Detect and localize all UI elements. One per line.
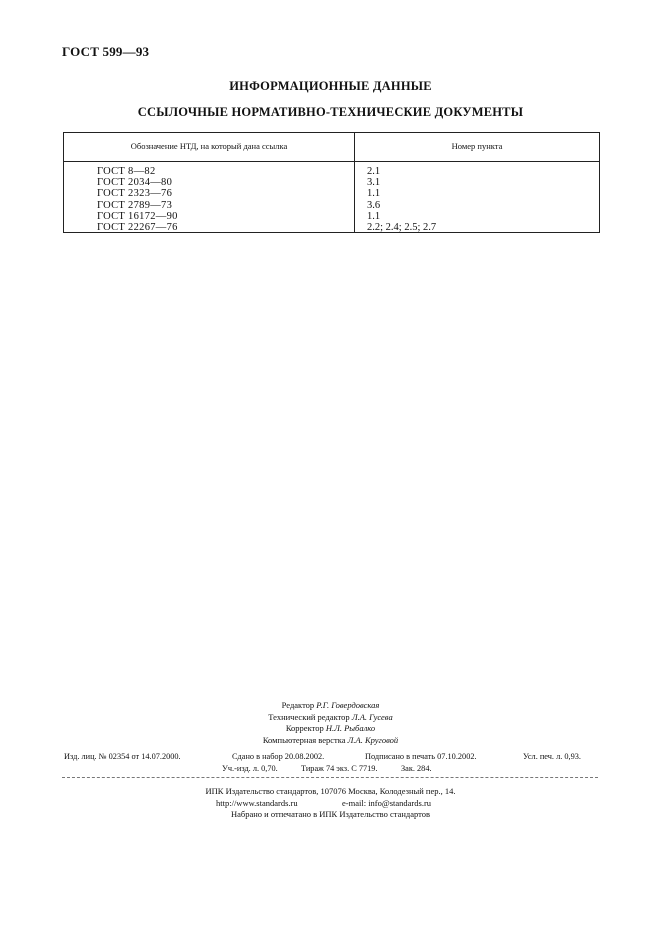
signed-date: Подписано в печать 07.10.2002. [365,752,477,761]
editor-line [0,700,661,712]
publisher-sheets: Уч.-изд. л. 0,70. [222,764,278,773]
column-header-ntd: Обозначение НТД, на который дана ссылка [130,141,288,151]
clause-number: 1.1 [367,188,381,200]
table-body [64,166,599,233]
clause-number: 1.1 [367,210,381,222]
clause-number: 2.2; 2.4; 2.5; 2.7 [367,221,437,233]
layout-line [0,735,661,747]
tech-editor-name: Л.А. Гусева [351,711,393,722]
publisher-address: ИПК Издательство стандартов, 107076 Москва, Колодезный пер., 14. [205,786,456,796]
separator-line [62,777,598,778]
references-table [63,132,600,233]
table-row [64,188,599,199]
layout-label: Компьютерная верстка [262,734,346,745]
section-title: ИНФОРМАЦИОННЫЕ ДАННЫЕ [229,79,432,93]
table-row [64,166,599,177]
editor-label: Редактор [281,700,315,710]
tech-editor-line [0,712,661,724]
corrector-line [0,723,661,735]
publisher-contacts [0,798,661,810]
editor-name: Р.Г. Говердовская [316,700,380,710]
column-header-clause: Номер пункта [451,141,503,151]
ntd-designation: ГОСТ 2789—73 [97,199,173,211]
publisher-email: e-mail: info@standards.ru [342,797,432,808]
ntd-designation: ГОСТ 22267—76 [97,221,178,233]
tech-editor-label: Технический редактор [268,711,350,722]
license-info: Изд. лиц. № 02354 от 14.07.2000. [64,752,181,761]
table-row [64,200,599,211]
ntd-designation: ГОСТ 2034—80 [97,177,173,189]
ntd-designation: ГОСТ 2323—76 [97,188,173,200]
table-row [64,222,599,233]
clause-number: 2.1 [367,166,381,177]
corrector-label: Корректор [285,723,324,733]
submitted-date: Сдано в набор 20.08.2002. [232,752,325,761]
table-row [64,211,599,222]
section-subtitle: ССЫЛОЧНЫЕ НОРМАТИВНО-ТЕХНИЧЕСКИЕ ДОКУМЕНТЫ [137,105,524,119]
layout-name: Л.А. Круговой [347,734,399,745]
table-row [64,177,599,188]
order-number: Зак. 284. [401,764,432,773]
printing-note: Набрано и отпечатано в ИПК Издательство стандартов [230,809,431,819]
publisher-block [0,786,661,821]
publisher-website: http://www.standards.ru [216,797,298,808]
clause-number: 3.6 [367,199,381,211]
circulation-info: Тираж 74 экз. С 7719. [301,764,378,773]
print-sheets: Усл. печ. л. 0,93. [523,752,581,761]
header-divider [64,161,599,162]
ntd-designation: ГОСТ 8—82 [97,166,156,177]
corrector-name: Н.Л. Рыбалко [325,723,376,733]
document-code: ГОСТ 599—93 [62,44,150,59]
credits-block [0,700,661,746]
clause-number: 3.1 [367,177,381,189]
ntd-designation: ГОСТ 16172—90 [97,210,178,222]
